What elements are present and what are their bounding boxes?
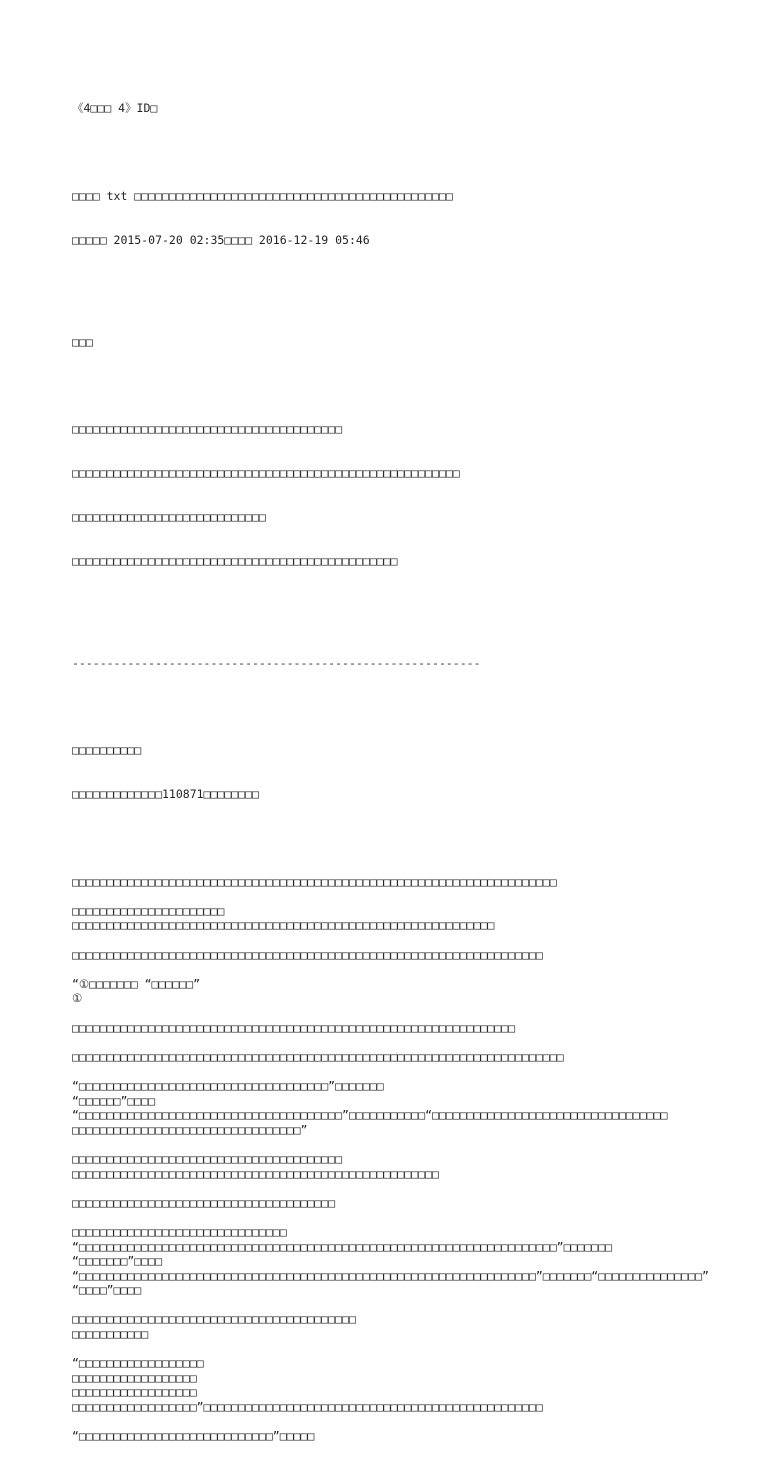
spacer bbox=[72, 700, 732, 715]
intro-line: □□□□□□□□□□□□□□□□□□□□□□□□□□□□□□□□□□□□□□□ bbox=[72, 422, 343, 437]
body-line: “①□□□□□□□ “□□□□□□” bbox=[72, 976, 201, 991]
body-line: “□□□□□□□□□□□□□□□□□□□□□□□□□□□□□□□□□□□□□□□□□□□□□□□□□□□□□□□□□□□□□□□□□□”□□□□□□□“□□□□□□□□□□□□□□□” bbox=[72, 1268, 709, 1283]
body-line: ① bbox=[72, 991, 83, 1006]
spacer bbox=[72, 597, 732, 626]
body-line: “□□□□”□□□□ bbox=[72, 1283, 142, 1298]
blank-line bbox=[72, 962, 732, 977]
document-page bbox=[72, 72, 732, 1458]
body-text bbox=[72, 875, 732, 1444]
body-line: □□□□□□□□□□□□□□□□□□□□□□□□□□□□□□□□□□□□□□□□□□□□□□□□□□□□□□□□□□□□□□□□□□□□□□□ bbox=[72, 1049, 564, 1064]
spacer bbox=[72, 145, 732, 160]
intro-line: □□□□□□□□□□□□□□□□□□□□□□□□□□□□□□□□□□□□□□□□□□□□□□□□□□□□□□□□ bbox=[72, 466, 460, 481]
body-line: □□□□□□□□□□□□□□□□□□□□□□□□□□□□□□□□□□□□□□□□□□□□□□□□□□□□□ bbox=[72, 1166, 439, 1181]
body-line: “□□□□□□□□□□□□□□□□□□□□□□□□□□□□□□□□□□□□□□□□□□□□□□□□□□□□□□□□□□□□□□□□□□□□□”□□□□□□□ bbox=[72, 1239, 613, 1254]
spacer bbox=[72, 378, 732, 393]
body-line: □□□□□□□□□□□□□□□□□□ bbox=[72, 1385, 197, 1400]
section-heading: □□□ bbox=[72, 334, 93, 349]
body-line: □□□□□□□□□□□□□□□□□□□□□□□□□□□□□□□□□□□□□□□ bbox=[72, 1151, 343, 1166]
blank-line bbox=[72, 1415, 732, 1430]
body-line: □□□□□□□□□□□□□□□□□□□□□□□□□□□□□□□□□□□□□□□□□□□□□□□□□□□□□□□□□□□□□□□□□□□□□□ bbox=[72, 874, 557, 889]
document-title: 《4□□□ 4》ID□ bbox=[72, 101, 158, 116]
body-line: □□□□□□□□□□□□□□□□□□□□□□□□□□□□□□□□□□□□□□□□□□□□□□□□□□□□□□□□□□□□□□□□ bbox=[72, 1020, 516, 1035]
body-line: “□□□□□□”□□□□ bbox=[72, 1093, 156, 1108]
body-line: “□□□□□□□”□□□□ bbox=[72, 1254, 163, 1269]
body-line: □□□□□□□□□□□ bbox=[72, 1327, 149, 1342]
blank-line bbox=[72, 1181, 732, 1196]
body-line: □□□□□□□□□□□□□□□□□□□□□□□□□□□□□□□□□□□□□□□□□ bbox=[72, 1312, 356, 1327]
blank-line bbox=[72, 933, 732, 948]
body-line: □□□□□□□□□□□□□□□□□□□□□□□□□□□□□□□□□□□□□□□□□□□□□□□□□□□□□□□□□□□□□ bbox=[72, 918, 495, 933]
body-line: “□□□□□□□□□□□□□□□□□□ bbox=[72, 1356, 204, 1371]
blank-line bbox=[72, 1035, 732, 1050]
blank-line bbox=[72, 1298, 732, 1313]
body-line: □□□□□□□□□□□□□□□□□□”□□□□□□□□□□□□□□□□□□□□□□□□□□□□□□□□□□□□□□□□□□□□□□□□□ bbox=[72, 1400, 543, 1415]
body-line: □□□□□□□□□□□□□□□□□□□□□□ bbox=[72, 903, 225, 918]
body-line: □□□□□□□□□□□□□□□□□□□□□□□□□□□□□□□□□□□□□□□□□□□□□□□□□□□□□□□□□□□□□□□□□□□□ bbox=[72, 947, 543, 962]
body-line: □□□□□□□□□□□□□□□□□□□□□□□□□□□□□□□□□” bbox=[72, 1122, 308, 1137]
intro-line: □□□□□□□□□□□□□□□□□□□□□□□□□□□□□□□□□□□□□□□□□□□□□□□ bbox=[72, 553, 398, 568]
blank-line bbox=[72, 1137, 732, 1152]
blank-line bbox=[72, 889, 732, 904]
body-line: “□□□□□□□□□□□□□□□□□□□□□□□□□□□□”□□□□□ bbox=[72, 1429, 315, 1444]
spacer bbox=[72, 831, 732, 846]
meta-line: □□□□□ 2015-07-20 02:35□□□□ 2016-12-19 05:46 bbox=[72, 232, 370, 247]
body-line: “□□□□□□□□□□□□□□□□□□□□□□□□□□□□□□□□□□□□”□□□□□□□ bbox=[72, 1078, 384, 1093]
body-line: □□□□□□□□□□□□□□□□□□□□□□□□□□□□□□□□□□□□□□ bbox=[72, 1195, 336, 1210]
body-line: “□□□□□□□□□□□□□□□□□□□□□□□□□□□□□□□□□□□□□□”□□□□□□□□□□□“□□□□□□□□□□□□□□□□□□□□□□□□□□□□□□□□□□ bbox=[72, 1108, 668, 1123]
spacer bbox=[72, 276, 732, 305]
chapter-meta: □□□□□□□□□□□□□110871□□□□□□□□ bbox=[72, 787, 259, 802]
blank-line bbox=[72, 1064, 732, 1079]
meta-line: □□□□ txt □□□□□□□□□□□□□□□□□□□□□□□□□□□□□□□□□□□□□□□□□□□□□□ bbox=[72, 188, 453, 203]
body-line: □□□□□□□□□□□□□□□□□□□□□□□□□□□□□□□ bbox=[72, 1224, 287, 1239]
blank-line bbox=[72, 1006, 732, 1021]
separator-line: ----------------------------------------------------------- bbox=[72, 655, 481, 670]
intro-line: □□□□□□□□□□□□□□□□□□□□□□□□□□□□ bbox=[72, 509, 266, 524]
blank-line bbox=[72, 1342, 732, 1357]
chapter-title: □□□□□□□□□□ bbox=[72, 743, 142, 758]
blank-line bbox=[72, 1210, 732, 1225]
body-line: □□□□□□□□□□□□□□□□□□ bbox=[72, 1370, 197, 1385]
